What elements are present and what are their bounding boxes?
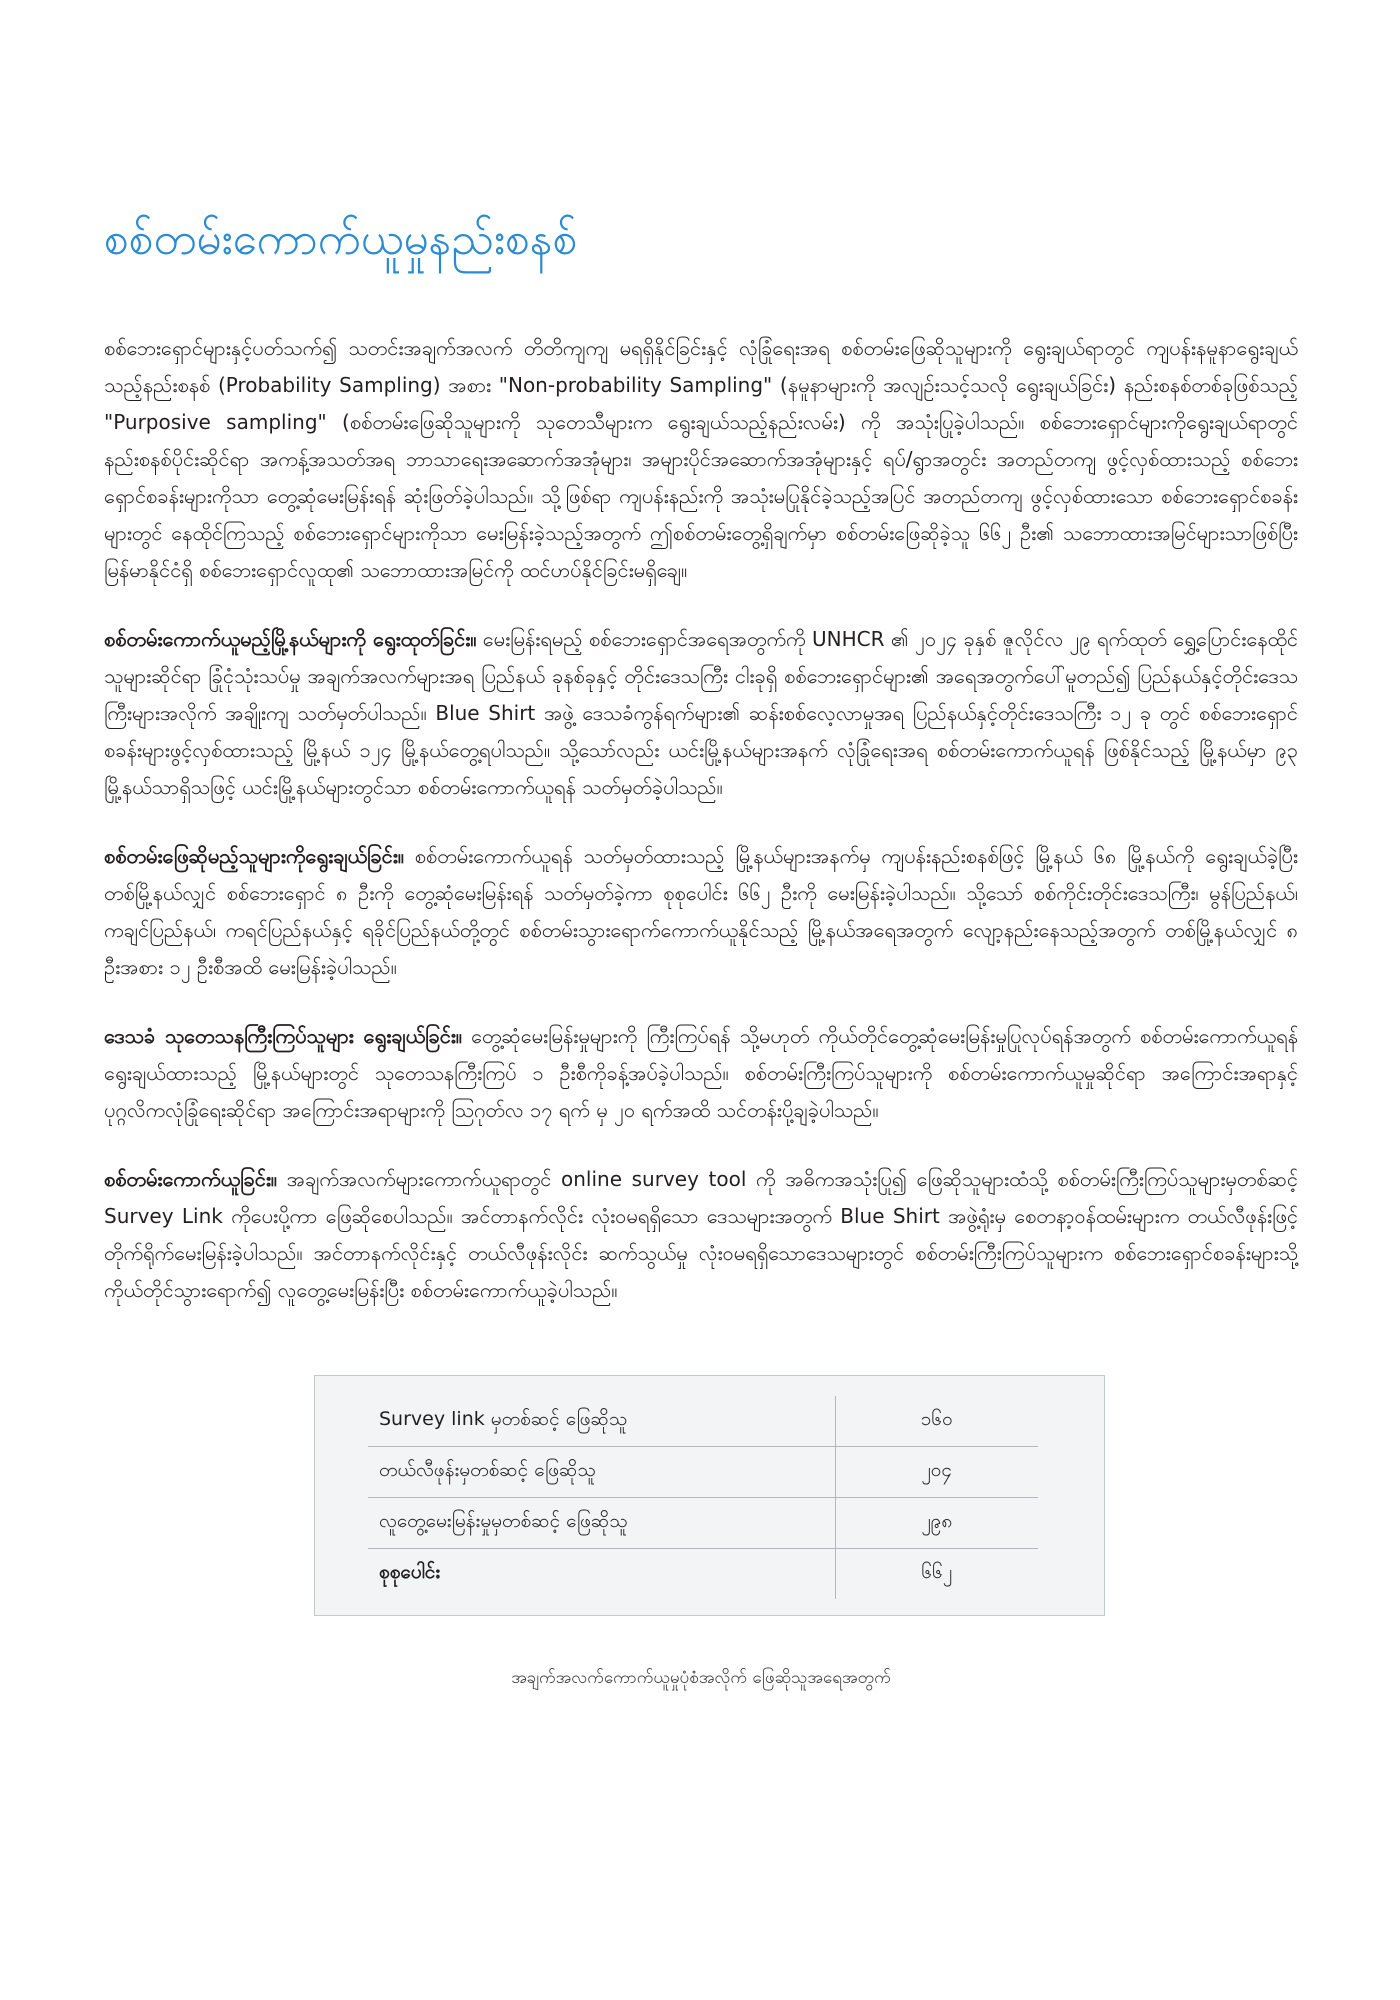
table-total-label: စုစုပေါင်း (368, 1549, 835, 1600)
paragraph-lead: စစ်တမ်းကောက်ယူမည့်မြို့နယ်များကို ရွေးထုတ်ခြင်း။ (104, 627, 477, 651)
respondents-table-panel (314, 1375, 1105, 1616)
table-row-label: လူတွေ့မေးမြန်းမှုမှတစ်ဆင့် ဖြေဆိုသူ (368, 1498, 835, 1549)
body-text (104, 330, 1298, 1309)
paragraph-body: တွေ့ဆုံမေးမြန်းမှုများကို ကြီးကြပ်ရန် သို့မဟုတ် ကိုယ်တိုင်တွေ့ဆုံမေးမြန်းမှုပြုလုပ်ရန်အတွက် စစ်တမ်းကောက်ယူရန် ရွေးချယ်ထားသည့် မြို့နယ်များတွင် သုတေသနကြီးကြပ် ၁ ဦးစီကိုခန့်အပ်ခဲ့ပါသည်။ စစ်တမ်းကြီးကြပ်သူများကို စစ်တမ်းကောက်ယူမှုဆိုင်ရာ အကြောင်းအရာနှင့် ပုဂ္ဂလိကလုံခြုံရေးဆိုင်ရာ အကြောင်းအရာများကို ဩဂုတ်လ ၁၇ ရက် မှ ၂၀ ရက်အထိ သင်တန်းပို့ချခဲ့ပါသည်။ (104, 1024, 1299, 1122)
paragraph-body: စစ်တမ်းကောက်ယူရန် သတ်မှတ်ထားသည့် မြို့နယ်များအနက်မှ ကျပန်းနည်းစနစ်ဖြင့် မြို့နယ် ၆၈ မြို့နယ်ကို ရွေးချယ်ခဲ့ပြီး တစ်မြို့နယ်လျှင် စစ်ဘေးရှောင် ၈ ဦးကို တွေ့ဆုံမေးမြန်းရန် သတ်မှတ်ခဲ့ကာ စုစုပေါင်း ၆၆၂ ဦးကို မေးမြန်းခဲ့ပါသည်။ သို့သော် စစ်ကိုင်းတိုင်းဒေသကြီး၊ မွန်ပြည်နယ်၊ ကချင်ပြည်နယ်၊ ကရင်ပြည်နယ်နှင့် ရခိုင်ပြည်နယ်တို့တွင် စစ်တမ်းသွားရောက်ကောက်ယူနိုင်သည့် မြို့နယ်အရေအတွက် လျော့နည်းနေသည့်အတွက် တစ်မြို့နယ်လျှင် ၈ ဦးအစား ၁၂ ဦးစီအထိ မေးမြန်းခဲ့ပါသည်။ (104, 844, 1298, 979)
paragraph-lead: စစ်တမ်းကောက်ယူခြင်း။ (104, 1167, 277, 1191)
table-caption: အချက်အလက်ကောက်ယူမှုပုံစံအလိုက် ဖြေဆိုသူအရေအတွက် (511, 1668, 891, 1688)
table-row-value: ၂၀၄ (835, 1447, 1038, 1498)
table-row-label: တယ်လီဖုန်းမှတစ်ဆင့် ဖြေဆိုသူ (368, 1447, 835, 1498)
paragraph-supervisor-selection (104, 1018, 1298, 1129)
paragraph-township-selection (104, 621, 1298, 806)
table-row (368, 1498, 1038, 1549)
paragraph-sampling-method (104, 330, 1298, 589)
paragraph-respondent-selection (104, 838, 1298, 986)
paragraph-data-collection (104, 1161, 1298, 1309)
paragraph-lead: စစ်တမ်းဖြေဆိုမည့်သူများကိုရွေးချယ်ခြင်း။ (104, 844, 404, 868)
paragraph-body: အချက်အလက်များကောက်ယူရာတွင် online survey tool ကို အဓိကအသုံးပြု၍ ဖြေဆိုသူများထံသို့ စစ်တမ်းကြီးကြပ်သူများမှတစ်ဆင့် Survey Link ကိုပေးပို့ကာ ဖြေဆိုစေပါသည်။ အင်တာနက်လိုင်း လုံးဝမရရှိသော ဒေသများအတွက် Blue Shirt အဖွဲ့ရုံးမှ စေတနာ့ဝန်ထမ်းများက တယ်လီဖုန်းဖြင့် တိုက်ရိုက်မေးမြန်းခဲ့ပါသည်။ အင်တာနက်လိုင်းနှင့် တယ်လီဖုန်းလိုင်း ဆက်သွယ်မှု လုံးဝမရရှိသောဒေသများတွင် စစ်တမ်းကြီးကြပ်သူများက စစ်ဘေးရှောင်စခန်းများသို့ ကိုယ်တိုင်သွားရောက်၍ လူတွေ့မေးမြန်းပြီး စစ်တမ်းကောက်ယူခဲ့ပါသည်။ (104, 1167, 1298, 1302)
paragraph-body: မေးမြန်းရမည့် စစ်ဘေးရှောင်အရေအတွက်ကို UNHCR ၏ ၂၀၂၄ ခုနှစ် ဇူလိုင်လ ၂၉ ရက်ထုတ် ရွှေ့ပြောင်းနေထိုင်သူများဆိုင်ရာ ခြုံငုံသုံးသပ်မှု အချက်အလက်များအရ ပြည်နယ် ခုနစ်ခုနှင့် တိုင်းဒေသကြီး ငါးခုရှိ စစ်ဘေးရှောင်များ၏ အရေအတွက်ပေါ်မူတည်၍ ပြည်နယ်နှင့်တိုင်းဒေသကြီးများအလိုက် အချိုးကျ သတ်မှတ်ပါသည်။ Blue Shirt အဖွဲ့ ဒေသခံကွန်ရက်များ၏ ဆန်းစစ်လေ့လာမှုအရ ပြည်နယ်နှင့်တိုင်းဒေသကြီး ၁၂ ခု တွင် စစ်ဘေးရှောင်စခန်းများဖွင့်လှစ်ထားသည့် မြို့နယ် ၁၂၄ မြို့နယ်တွေ့ရပါသည်။ သို့သော်လည်း ယင်းမြို့နယ်များအနက် လုံခြုံရေးအရ စစ်တမ်းကောက်ယူရန် ဖြစ်နိုင်သည့် မြို့နယ်မှာ ၉၃ မြို့နယ်သာရှိသဖြင့် ယင်းမြို့နယ်များတွင်သာ စစ်တမ်းကောက်ယူရန် သတ်မှတ်ခဲ့ပါသည်။ (104, 627, 1299, 799)
paragraph-lead: ဒေသခံ သုတေသနကြီးကြပ်သူများ ရွေးချယ်ခြင်း။ (104, 1024, 462, 1048)
table-row-value: ၂၉၈ (835, 1498, 1038, 1549)
table-row (368, 1447, 1038, 1498)
table-row (368, 1396, 1038, 1447)
page-title: စစ်တမ်းကောက်ယူမှုနည်းစနစ် (104, 214, 578, 265)
respondents-table (368, 1396, 1038, 1599)
table-total-row (368, 1549, 1038, 1600)
table-row-label: Survey link မှတစ်ဆင့် ဖြေဆိုသူ (368, 1396, 835, 1447)
paragraph-body: စစ်ဘေးရှောင်များနှင့်ပတ်သက်၍ သတင်းအချက်အလက် တိတိကျကျ မရရှိနိုင်ခြင်းနှင့် လုံခြုံရေးအရ စစ်တမ်းဖြေဆိုသူများကို ရွေးချယ်ရာတွင် ကျပန်းနမူနာရွေးချယ်သည့်နည်းစနစ် (Probability Sampling) အစား "Non-probability Sampling" (နမူနာများကို အလျဉ်းသင့်သလို ရွေးချယ်ခြင်း) နည်းစနစ်တစ်ခုဖြစ်သည့် "Purposive sampling" (စစ်တမ်းဖြေဆိုသူများကို သုတေသီများက ရွေးချယ်သည့်နည်းလမ်း) ကို အသုံးပြုခဲ့ပါသည်။ စစ်ဘေးရှောင်များကိုရွေးချယ်ရာတွင် နည်းစနစ်ပိုင်းဆိုင်ရာ အကန့်အသတ်အရ ဘာသာရေးအဆောက်အအုံများ၊ အများပိုင်အဆောက်အအုံများနှင့် ရပ်/ရွာအတွင်း အတည်တကျ ဖွင့်လှစ်ထားသည့် စစ်ဘေးရှောင်စခန်းများကိုသာ တွေ့ဆုံမေးမြန်းရန် ဆုံးဖြတ်ခဲ့ပါသည်။ သို့ဖြစ်ရာ ကျပန်းနည်းကို အသုံးမပြုနိုင်ခဲ့သည့်အပြင် အတည်တကျ ဖွင့်လှစ်ထားသော စစ်ဘေးရှောင်စခန်းများတွင် နေထိုင်ကြသည့် စစ်ဘေးရှောင်များကိုသာ မေးမြန်းခဲ့သည့်အတွက် ဤစစ်တမ်းတွေ့ရှိချက်မှာ စစ်တမ်းဖြေဆိုခဲ့သူ ၆၆၂ ဦး၏ သဘောထားအမြင်များသာဖြစ်ပြီး မြန်မာနိုင်ငံရှိ စစ်ဘေးရှောင်လူထု၏ သဘောထားအမြင်ကို ထင်ဟပ်နိုင်ခြင်းမရှိချေ။ (104, 336, 1298, 582)
table-total-value: ၆၆၂ (921, 1561, 953, 1583)
table-row-value: ၁၆၀ (835, 1396, 1038, 1447)
